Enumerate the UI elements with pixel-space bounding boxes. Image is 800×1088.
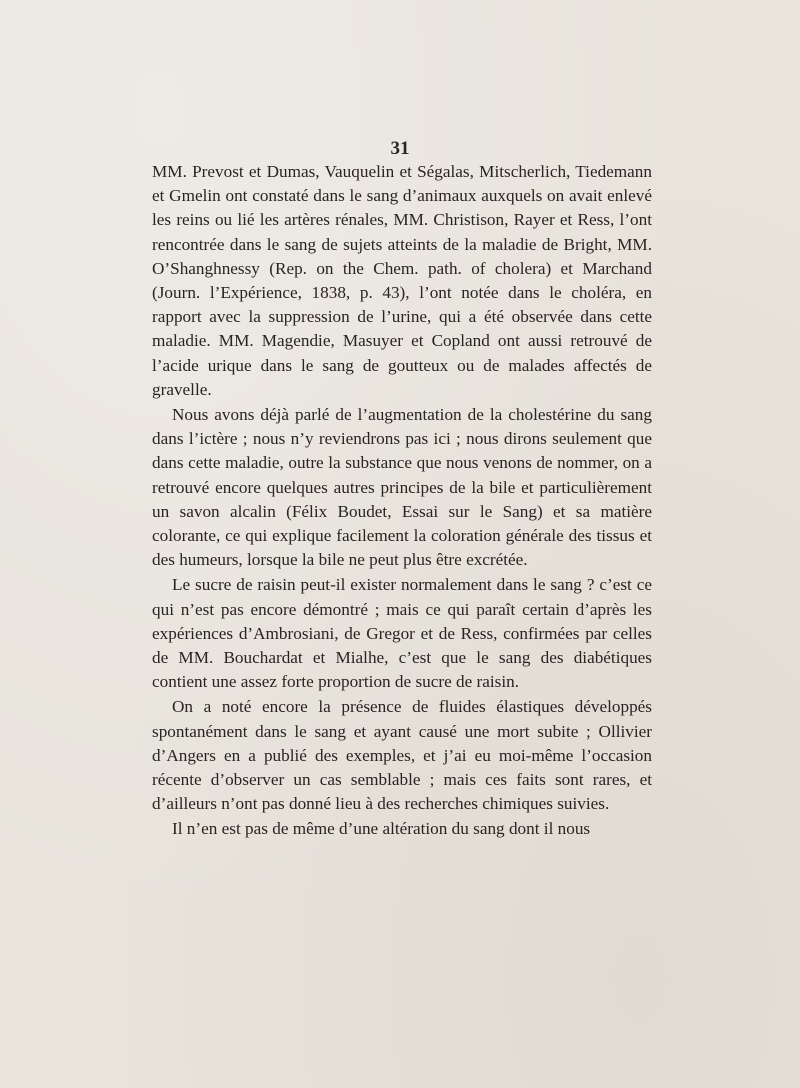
paragraph-3: Le sucre de raisin peut-il exister normalement dans le sang ? c’est ce qui n’est pas encore démontré ; mais ce qui paraît certain d’après les expériences d’Ambrosiani, de Gregor et de Ress, confirmées par celles de MM. Bouchardat et Mialhe, c’est que le sang des diabétiques contient une assez forte proportion de sucre de raisin. xyxy=(152,575,652,692)
paragraph-1: MM. Prevost et Dumas, Vauquelin et Ségalas, Mitscherlich, Tiedemann et Gmelin ont constaté dans le sang d’animaux auxquels on avait enlevé les reins ou lié les artères rénales, MM. Christison, Rayer et Ress, l’ont rencontrée dans le sang de sujets atteints de la maladie de Bright, MM. O’Shanghnessy (Rep. on the Chem. path. of cholera) et Marchand (Journ. l’Expérience, 1838, p. 43), l’ont notée dans le choléra, en rapport avec la suppression de l’urine, qui a été observée dans cette maladie. MM. Magendie, Masuyer et Copland ont aussi retrouvé de l’acide urique dans le sang de goutteux ou de malades affectés de gravelle. xyxy=(152,162,652,399)
paragraph-4: On a noté encore la présence de fluides élastiques développés spontanément dans le sang et ayant causé une mort subite ; Ollivier d’Angers en a publié des exemples, et j’ai eu moi-même l’occasion récente d’observer un cas semblable ; mais ces faits sont rares, et d’ailleurs n’ont pas donné lieu à des recherches chimiques suivies. xyxy=(152,697,652,814)
body-text xyxy=(152,160,652,842)
page-number: 31 xyxy=(390,138,410,159)
paragraph-2: Nous avons déjà parlé de l’augmentation de la cholestérine du sang dans l’ictère ; nous n’y reviendrons pas ici ; nous dirons seulement que dans cette maladie, outre la substance que nous venons de nommer, on a retrouvé encore quelques autres principes de la bile et particulièrement un savon alcalin (Félix Boudet, Essai sur le Sang) et sa matière colorante, ce qui explique facilement la coloration générale des tissus et des humeurs, lorsque la bile ne peut plus être excrétée. xyxy=(152,405,652,570)
paragraph-5: Il n’en est pas de même d’une altération du sang dont il nous xyxy=(172,819,591,839)
